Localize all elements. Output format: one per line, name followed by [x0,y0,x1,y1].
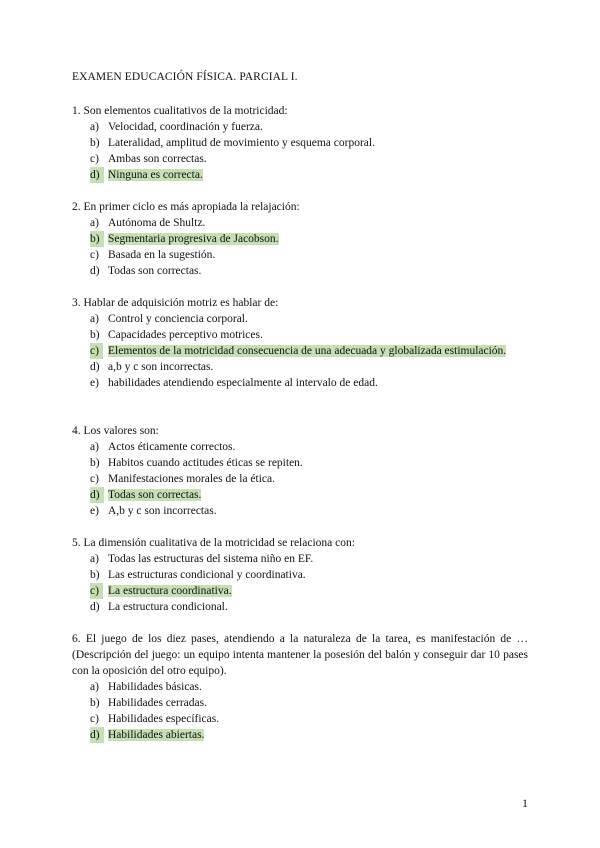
correct-option: d) Ninguna es correcta. [90,169,203,181]
option: e) A,b y c son incorrectas. [90,505,217,517]
exam-title: EXAMEN EDUCACIÓN FÍSICA. PARCIAL I. [72,71,298,83]
question-text: 6. El juego de los diez pases, atendiendo a la naturaleza de la tarea, es manifestación de … (Descripción del juego: un equipo intenta mantener la posesión del balón y conseguir dar 10 pases con la oposición del otro equipo). [72,633,528,677]
option: a) Control y conciencia corporal. [90,313,248,325]
option: a) Velocidad, coordinación y fuerza. [90,121,263,133]
correct-option: d) Habilidades abiertas. [90,729,205,741]
option: b) Lateralidad, amplitud de movimiento y esquema corporal. [90,137,375,149]
option: b) Capacidades perceptivo motrices. [90,329,263,341]
correct-option: c) Elementos de la motricidad consecuencia de una adecuada y globalizada estimulación. [90,345,507,357]
option: c) Basada en la sugestión. [90,249,216,261]
options-list [72,311,528,391]
option: a) Habilidades básicas. [90,681,202,693]
question-4 [72,423,528,519]
correct-option: b) Segmentaria progresiva de Jacobson. [90,233,279,245]
question-2 [72,199,528,279]
question-6 [72,631,528,743]
question-text: 5. La dimensión cualitativa de la motricidad se relaciona con: [72,537,355,549]
options-list [72,119,528,183]
question-text: 1. Son elementos cualitativos de la motricidad: [72,105,288,117]
option: a) Actos éticamente correctos. [90,441,236,453]
option: a) Autónoma de Shultz. [90,217,206,229]
correct-option: c) La estructura coordinativa. [90,585,232,597]
option: c) Habilidades específicas. [90,713,220,725]
option: c) Manifestaciones morales de la ética. [90,473,275,485]
options-list [72,439,528,519]
option: e) habilidades atendiendo especialmente al intervalo de edad. [90,377,378,389]
options-list [72,679,528,743]
options-list [72,215,528,279]
option: b) Habitos cuando actitudes éticas se repiten. [90,457,303,469]
question-5 [72,535,528,615]
option: d) La estructura condicional. [90,601,228,613]
option: a) Todas las estructuras del sistema niño en EF. [90,553,314,565]
option: b) Las estructuras condicional y coordinativa. [90,569,306,581]
question-text: 3. Hablar de adquisición motriz es hablar de: [72,297,279,309]
option: c) Ambas son correctas. [90,153,207,165]
question-text: 4. Los valores son: [72,425,159,437]
question-3 [72,295,528,391]
options-list [72,551,528,615]
correct-option: d) Todas son correctas. [90,489,202,501]
question-text: 2. En primer ciclo es más apropiada la relajación: [72,201,300,213]
page-number: 1 [522,796,528,810]
option: d) Todas son correctas. [90,265,202,277]
option: b) Habilidades cerradas. [90,697,207,709]
option: d) a,b y c son incorrectas. [90,361,214,373]
question-1 [72,103,528,183]
